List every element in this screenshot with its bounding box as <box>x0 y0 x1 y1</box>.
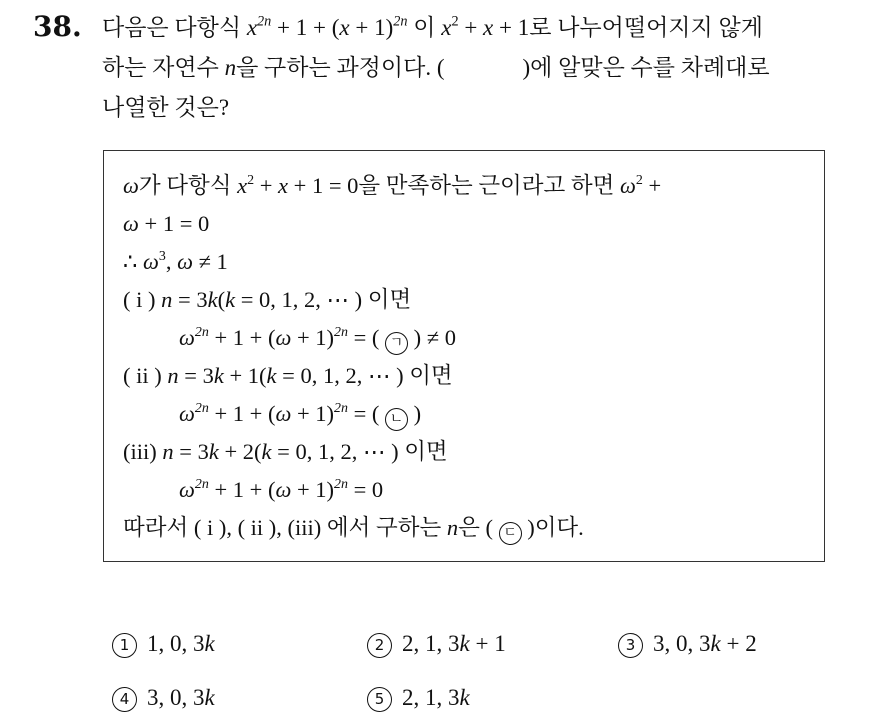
blank-marker-giyeok: ㄱ <box>385 332 408 355</box>
choice-1[interactable]: 1 1, 0, 3k <box>112 629 215 659</box>
box-line-case-1: ( i ) n = 3k(k = 0, 1, 2, ⋯ ) 이면 <box>123 287 412 312</box>
box-line-case-3: (iii) n = 3k + 2(k = 0, 1, 2, ⋯ ) 이면 <box>123 439 448 464</box>
box-line-2: ω + 1 = 0 <box>123 211 210 236</box>
solution-box-content <box>123 167 814 547</box>
choice-number-2: 2 <box>367 633 392 658</box>
box-line-case-3-eq: $\omega^{2n} + 1 + (\omega + 1)^{2n} = 0$ <box>179 476 384 502</box>
choice-number-1: 1 <box>112 633 137 658</box>
choice-number-3: 3 <box>618 633 643 658</box>
choice-5[interactable]: 5 2, 1, 3k <box>367 683 470 713</box>
stem-line-2: 하는 자연수 n을 구하는 과정이다. ( )에 알맞은 수를 차례대로 <box>102 55 770 80</box>
blank-marker-nieun: ㄴ <box>385 408 408 431</box>
box-line-case-1-eq: $\omega^{2n} + 1 + (\omega + 1)^{2n}$ = ( ㄱ ) ≠ 0 <box>123 319 814 357</box>
choice-3[interactable]: 3 3, 0, 3k + 2 <box>618 629 757 659</box>
question-stem <box>102 8 872 128</box>
solution-box <box>103 150 825 562</box>
stem-line-3: 나열한 것은? <box>102 95 230 120</box>
box-line-case-2-eq: $\omega^{2n} + 1 + (\omega + 1)^{2n}$ = ( ㄴ ) <box>123 395 814 433</box>
box-line-conclusion: 따라서 ( i ), ( ii ), (iii) 에서 구하는 n은 ( ㄷ )이다. <box>123 509 814 547</box>
stem-line-1: 다음은 다항식 $x^{2n} + 1 + (x + 1)^{2n}$ 이 $x^2 + x + 1$로 나누어떨어지지 않게 <box>102 13 763 40</box>
choice-2[interactable]: 2 2, 1, 3k + 1 <box>367 629 506 659</box>
box-line-case-2: ( ii ) n = 3k + 1(k = 0, 1, 2, ⋯ ) 이면 <box>123 363 453 388</box>
blank-marker-digeut: ㄷ <box>499 522 522 545</box>
choice-number-5: 5 <box>367 687 392 712</box>
box-line-3: ∴ $\omega^3$, ω ≠ 1 <box>123 248 228 274</box>
question-number: 38. <box>33 10 82 43</box>
choice-4[interactable]: 4 3, 0, 3k <box>112 683 215 713</box>
choice-number-4: 4 <box>112 687 137 712</box>
box-line-1: ω가 다항식 $x^2 + x + 1 = 0$을 만족하는 근이라고 하면 $\omega^2$ + <box>123 172 662 198</box>
